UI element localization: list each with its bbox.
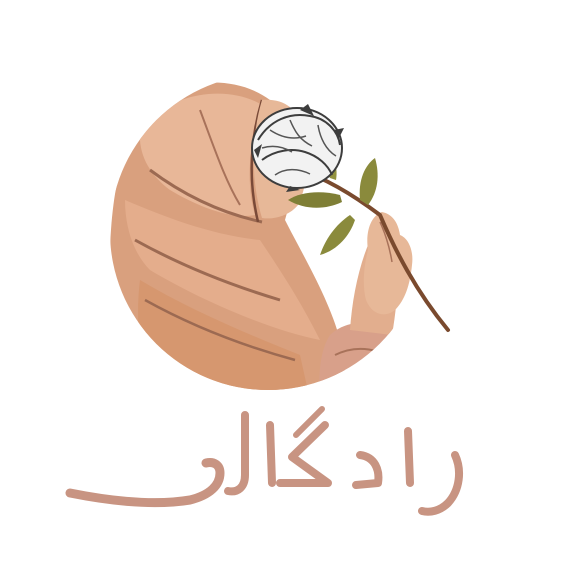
wordmark-ra [422,455,459,512]
brand-name-text [0,0,1,1]
leaf-3 [320,215,355,255]
wordmark-swash [70,462,220,502]
scarf-figure [110,83,400,400]
wordmark-alef-2 [408,431,410,483]
wordmark-dal [356,455,378,485]
wordmark-lam [228,415,245,491]
brand-wordmark [60,395,490,525]
wordmark-gaf [280,425,328,483]
leaf-1 [360,158,378,205]
wordmark-alef-1 [270,425,272,483]
